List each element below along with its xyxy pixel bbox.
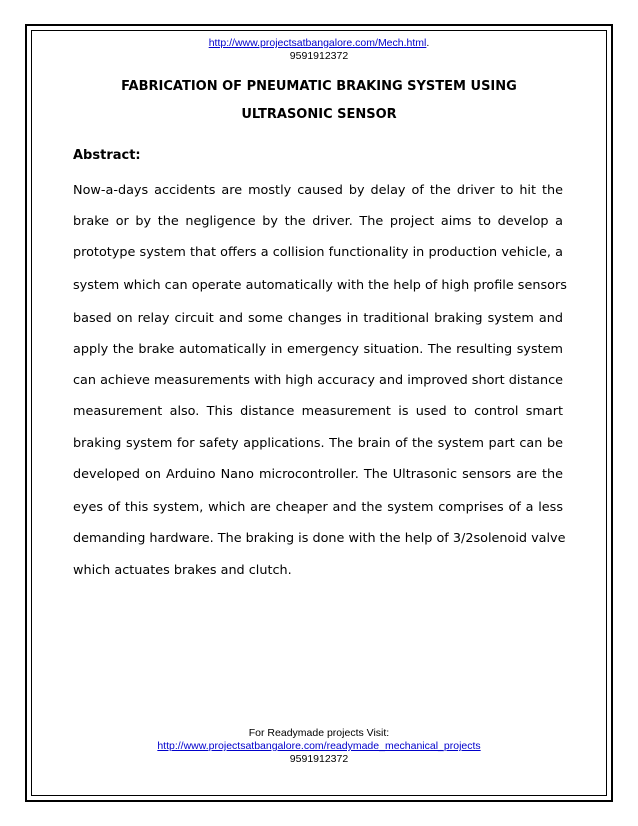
abstract-line-6: apply the brake automatically in emergency situation. The resulting system (73, 342, 563, 357)
document-title-line-2: ULTRASONIC SENSOR (241, 107, 397, 122)
abstract-line-9: braking system for safety applications. The brain of the system part can be (73, 436, 563, 451)
header-url-link[interactable]: http://www.projectsatbangalore.com/Mech.html (208, 37, 427, 49)
header-url-suffix: . (426, 37, 430, 49)
header-phone: 9591912372 (289, 50, 349, 62)
abstract-line-3: prototype system that offers a collision functionality in production vehicle, a (73, 245, 563, 260)
header-url-line (0, 37, 638, 50)
abstract-line-4: system which can operate automatically with the help of high profile sensors (73, 278, 567, 293)
abstract-line-13: which actuates brakes and clutch. (73, 563, 292, 578)
footer-url-line (0, 740, 638, 753)
abstract-heading: Abstract: (73, 148, 141, 163)
footer-label: For Readymade projects Visit: (248, 727, 390, 739)
abstract-line-12: demanding hardware. The braking is done with the help of 3/2solenoid valve (73, 531, 566, 546)
abstract-line-8: measurement also. This distance measurement is used to control smart (73, 404, 563, 419)
abstract-line-1: Now-a-days accidents are mostly caused by delay of the driver to hit the (73, 183, 563, 198)
page-header (0, 37, 638, 63)
abstract-line-7: can achieve measurements with high accuracy and improved short distance (73, 373, 563, 388)
document-title-line-1: FABRICATION OF PNEUMATIC BRAKING SYSTEM USING (121, 79, 517, 94)
abstract-line-11: eyes of this system, which are cheaper and the system comprises of a less (73, 500, 563, 515)
abstract-line-10: developed on Arduino Nano microcontroller. The Ultrasonic sensors are the (73, 467, 563, 482)
footer-phone: 9591912372 (289, 753, 349, 765)
abstract-line-5: based on relay circuit and some changes in traditional braking system and (73, 311, 563, 326)
page-footer (0, 727, 638, 766)
footer-url-link[interactable]: http://www.projectsatbangalore.com/readymade_mechanical_projects (157, 740, 481, 752)
abstract-line-2: brake or by the negligence by the driver. The project aims to develop a (73, 214, 563, 229)
